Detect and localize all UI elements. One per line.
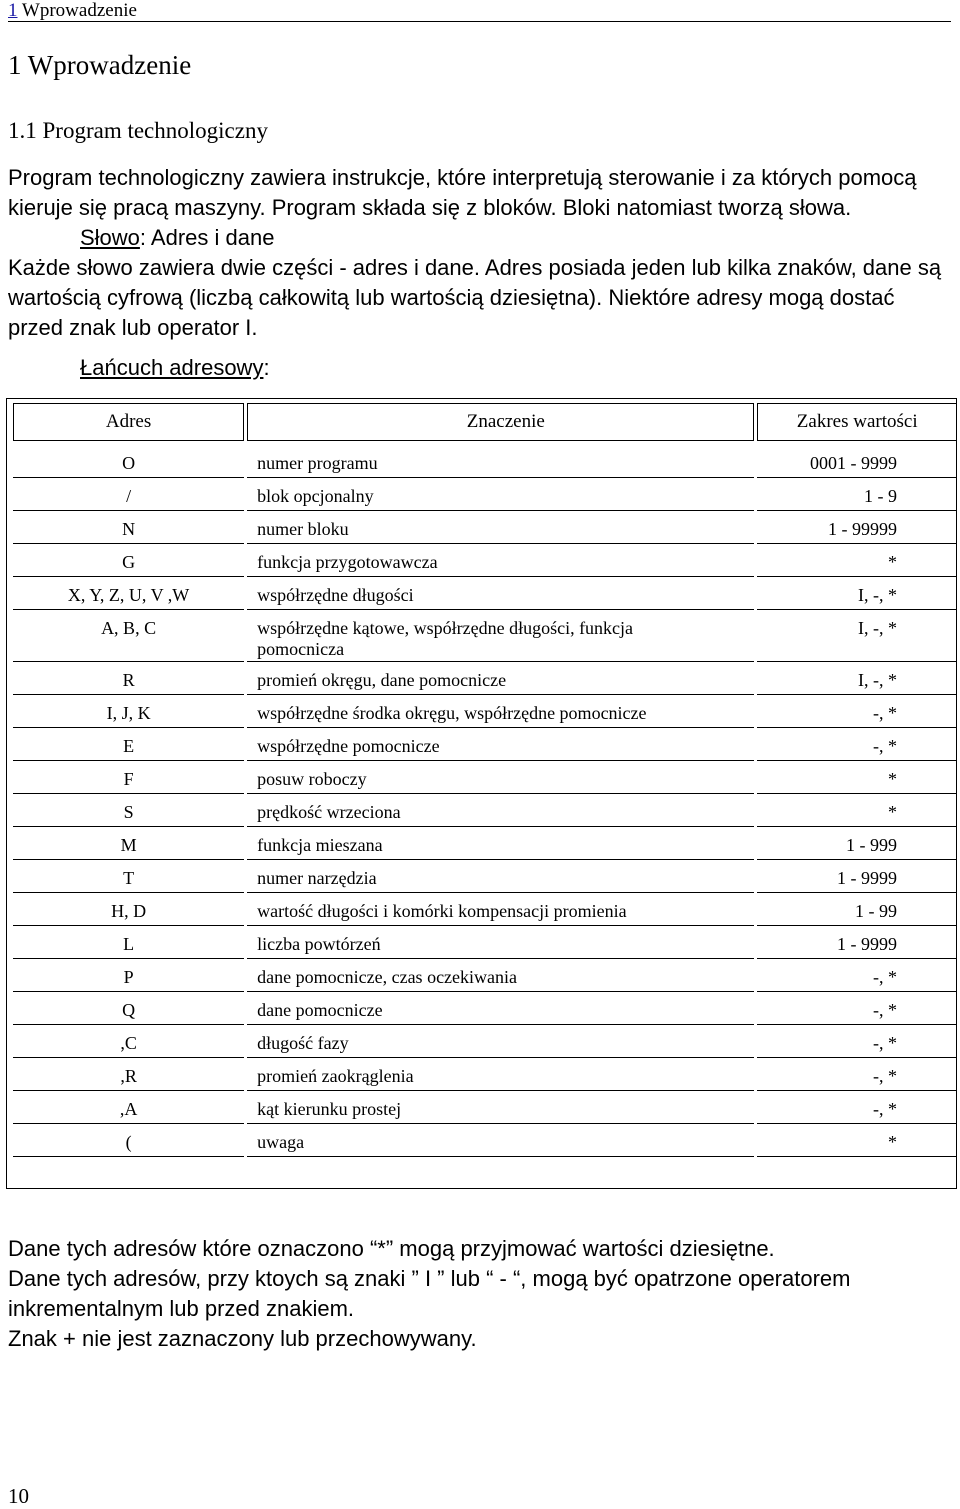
slowo-line xyxy=(8,223,958,253)
meaning-text: promień okręgu, dane pomocnicze xyxy=(257,670,507,690)
address-cell: I, J, K xyxy=(13,695,244,728)
meaning-cell xyxy=(247,728,754,761)
address-cell: P xyxy=(13,959,244,992)
table-row xyxy=(13,992,957,1025)
intro-line: przed znak lub operator I. xyxy=(8,315,258,340)
address-cell: M xyxy=(13,827,244,860)
intro-line: wartością cyfrową (liczbą całkowitą lub wartością dziesiętna). Niektóre adresy mogą dostać xyxy=(8,285,895,310)
range-cell xyxy=(757,1124,957,1157)
meaning-text: liczba powtórzeń xyxy=(257,934,381,954)
meaning-text: funkcja mieszana xyxy=(257,835,383,855)
range-cell xyxy=(757,860,957,893)
range-value: -, * xyxy=(873,1033,897,1053)
header-cell-zakres: Zakres wartości xyxy=(757,403,957,441)
meaning-cell xyxy=(247,1058,754,1091)
meaning-text: dane pomocnicze, czas oczekiwania xyxy=(257,967,518,987)
address-cell: ,C xyxy=(13,1025,244,1058)
range-cell xyxy=(757,478,957,511)
meaning-text: długość fazy xyxy=(257,1033,349,1053)
range-cell xyxy=(757,662,957,695)
intro-line: Każde słowo zawiera dwie części - adres i dane. Adres posiada jeden lub kilka znaków, dane są xyxy=(8,255,942,280)
address-cell: ,R xyxy=(13,1058,244,1091)
range-cell xyxy=(757,761,957,794)
note-line: Znak + nie jest zaznaczony lub przechowywany. xyxy=(8,1326,477,1351)
range-cell xyxy=(757,695,957,728)
meaning-text: numer narzędzia xyxy=(257,868,377,888)
range-cell xyxy=(757,992,957,1025)
range-cell xyxy=(757,511,957,544)
address-table xyxy=(10,403,960,1157)
table-row xyxy=(13,827,957,860)
meaning-cell xyxy=(247,445,754,478)
address-cell: N xyxy=(13,511,244,544)
meaning-cell xyxy=(247,1124,754,1157)
meaning-text-continued: pomocnicza xyxy=(257,639,345,659)
table-row xyxy=(13,662,957,695)
table-row xyxy=(13,511,957,544)
meaning-text: numer programu xyxy=(257,453,378,473)
table-row xyxy=(13,445,957,478)
meaning-text: współrzędne długości xyxy=(257,585,414,605)
note-line: Dane tych adresów które oznaczono “*” mogą przyjmować wartości dziesiętne. xyxy=(8,1236,775,1261)
meaning-cell xyxy=(247,926,754,959)
meaning-cell xyxy=(247,761,754,794)
range-value: 1 - 9999 xyxy=(837,868,897,888)
range-value: * xyxy=(888,1132,897,1152)
meaning-text: prędkość wrzeciona xyxy=(257,802,401,822)
intro-paragraph xyxy=(8,163,958,343)
meaning-cell xyxy=(247,662,754,695)
address-cell: A, B, C xyxy=(13,610,244,662)
range-value: 0001 - 9999 xyxy=(810,453,897,473)
meaning-text: posuw roboczy xyxy=(257,769,367,789)
table-row xyxy=(13,860,957,893)
meaning-cell xyxy=(247,893,754,926)
slowo-definition: : Adres i dane xyxy=(139,225,275,250)
table-header-row xyxy=(13,403,957,441)
range-value: -, * xyxy=(873,1066,897,1086)
note-line: inkrementalnym lub przed znakiem. xyxy=(8,1296,355,1321)
meaning-text: kąt kierunku prostej xyxy=(257,1099,402,1119)
range-cell xyxy=(757,544,957,577)
address-cell: ( xyxy=(13,1124,244,1157)
slowo-term: Słowo xyxy=(80,225,140,250)
table-row xyxy=(13,761,957,794)
table-row xyxy=(13,1091,957,1124)
address-chain-term: Łańcuch adresowy xyxy=(80,355,264,380)
header-title: Wprowadzenie xyxy=(21,0,137,21)
meaning-text: blok opcjonalny xyxy=(257,486,374,506)
address-cell: H, D xyxy=(13,893,244,926)
meaning-cell xyxy=(247,695,754,728)
address-cell: Q xyxy=(13,992,244,1025)
address-cell: X, Y, Z, U, V ,W xyxy=(13,577,244,610)
meaning-text: promień zaokrąglenia xyxy=(257,1066,414,1086)
meaning-cell xyxy=(247,827,754,860)
meaning-cell xyxy=(247,860,754,893)
range-value: -, * xyxy=(873,967,897,987)
chapter-heading: 1 Wprowadzenie xyxy=(8,50,192,80)
table-row xyxy=(13,1124,957,1157)
address-cell: F xyxy=(13,761,244,794)
address-chain-label xyxy=(80,355,270,381)
table-row xyxy=(13,544,957,577)
range-cell xyxy=(757,1058,957,1091)
address-cell: T xyxy=(13,860,244,893)
address-cell: E xyxy=(13,728,244,761)
meaning-cell xyxy=(247,610,754,662)
meaning-text: dane pomocnicze xyxy=(257,1000,383,1020)
table-row xyxy=(13,1058,957,1091)
meaning-cell xyxy=(247,1091,754,1124)
table-row xyxy=(13,794,957,827)
range-value: -, * xyxy=(873,1099,897,1119)
header-rule xyxy=(8,21,951,22)
range-value: I, -, * xyxy=(858,618,897,638)
range-cell xyxy=(757,610,957,662)
range-value: -, * xyxy=(873,1000,897,1020)
table-row xyxy=(13,926,957,959)
meaning-cell xyxy=(247,794,754,827)
header-cell-znaczenie: Znaczenie xyxy=(247,403,754,441)
address-cell: / xyxy=(13,478,244,511)
meaning-cell xyxy=(247,544,754,577)
table-row xyxy=(13,610,957,662)
meaning-text: numer bloku xyxy=(257,519,349,539)
notes xyxy=(8,1234,958,1354)
range-cell xyxy=(757,926,957,959)
intro-line: kieruje się pracą maszyny. Program składa się z bloków. Bloki natomiast tworzą słowa. xyxy=(8,195,852,220)
running-header xyxy=(8,0,137,22)
meaning-text: uwaga xyxy=(257,1132,305,1152)
table-row xyxy=(13,1025,957,1058)
table-row xyxy=(13,893,957,926)
range-cell xyxy=(757,827,957,860)
range-cell xyxy=(757,728,957,761)
range-value: -, * xyxy=(873,736,897,756)
intro-line: Program technologiczny zawiera instrukcje, które interpretują sterowanie i za których pomocą xyxy=(8,165,917,190)
range-value: -, * xyxy=(873,703,897,723)
address-cell: S xyxy=(13,794,244,827)
section-heading: 1.1 Program technologiczny xyxy=(8,118,268,143)
range-value: * xyxy=(888,769,897,789)
range-cell xyxy=(757,445,957,478)
meaning-cell xyxy=(247,992,754,1025)
meaning-text: współrzędne kątowe, współrzędne długości, funkcja xyxy=(257,618,634,638)
meaning-text: współrzędne pomocnicze xyxy=(257,736,440,756)
address-cell: L xyxy=(13,926,244,959)
range-value: 1 - 99999 xyxy=(828,519,897,539)
meaning-cell xyxy=(247,478,754,511)
range-value: I, -, * xyxy=(858,585,897,605)
note-line: Dane tych adresów, przy ktoych są znaki ” I ” lub “ - “, mogą być opatrzone operatorem xyxy=(8,1266,851,1291)
table-row xyxy=(13,478,957,511)
meaning-text: funkcja przygotowawcza xyxy=(257,552,438,572)
meaning-cell xyxy=(247,959,754,992)
address-cell: ,A xyxy=(13,1091,244,1124)
range-cell xyxy=(757,959,957,992)
address-cell: R xyxy=(13,662,244,695)
range-value: 1 - 9999 xyxy=(837,934,897,954)
table-row xyxy=(13,695,957,728)
page-number: 10 xyxy=(8,1484,29,1508)
range-value: 1 - 999 xyxy=(846,835,897,855)
range-cell xyxy=(757,1091,957,1124)
meaning-cell xyxy=(247,511,754,544)
range-value: I, -, * xyxy=(858,670,897,690)
range-value: 1 - 99 xyxy=(855,901,897,921)
meaning-text: współrzędne środka okręgu, współrzędne pomocnicze xyxy=(257,703,647,723)
range-cell xyxy=(757,794,957,827)
range-cell xyxy=(757,893,957,926)
table-row xyxy=(13,728,957,761)
address-cell: G xyxy=(13,544,244,577)
meaning-cell xyxy=(247,1025,754,1058)
range-value: 1 - 9 xyxy=(864,486,897,506)
address-cell: O xyxy=(13,445,244,478)
table-row xyxy=(13,577,957,610)
meaning-text: wartość długości i komórki kompensacji promienia xyxy=(257,901,627,921)
meaning-cell xyxy=(247,577,754,610)
range-cell xyxy=(757,1025,957,1058)
header-chapter-link[interactable]: 1 xyxy=(8,0,18,21)
table-row xyxy=(13,959,957,992)
range-cell xyxy=(757,577,957,610)
range-value: * xyxy=(888,802,897,822)
header-cell-adres: Adres xyxy=(13,403,244,441)
range-value: * xyxy=(888,552,897,572)
address-chain-colon: : xyxy=(263,355,270,380)
